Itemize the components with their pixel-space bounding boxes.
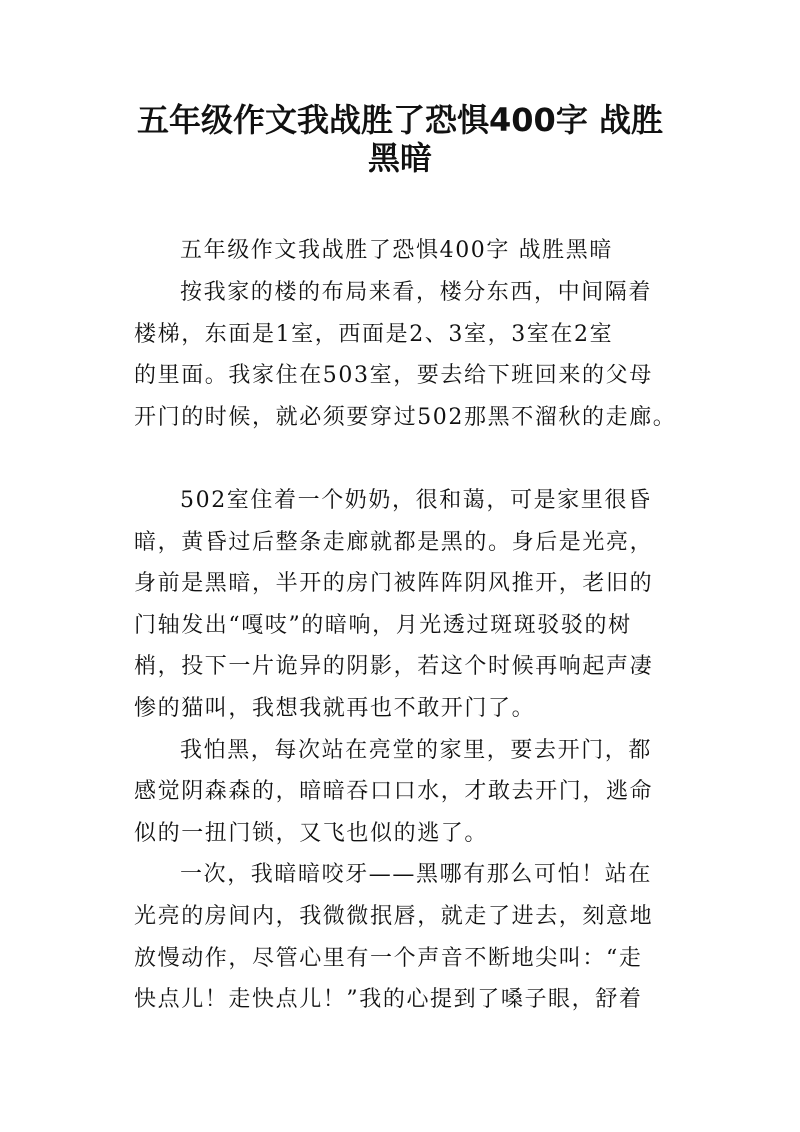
body-line: 门轴发出“嘎吱”的暗响，月光透过斑斑驳驳的树 <box>134 613 632 638</box>
document-title-line-2: 黑暗 <box>367 139 432 177</box>
body-line: 身前是黑暗，半开的房门被阵阵阴风推开，老旧的 <box>134 571 654 596</box>
body-line: 快点儿！走快点儿！”我的心提到了嗓子眼，舒着 <box>134 987 643 1012</box>
body-line: 502室住着一个奶奶，很和蔼，可是家里很昏 <box>180 488 652 513</box>
body-line: 惨的猫叫，我想我就再也不敢开门了。 <box>134 696 536 721</box>
body-line: 按我家的楼的布局来看，楼分东西，中间隔着 <box>180 280 653 305</box>
body-line: 我怕黑，每次站在亮堂的家里，要去开门，都 <box>180 738 653 763</box>
body-line: 光亮的房间内，我微微抿唇，就走了进去，刻意地 <box>134 904 654 929</box>
body-line: 的里面。我家住在503室，要去给下班回来的父母 <box>134 363 653 388</box>
body-line: 暗，黄昏过后整条走廊就都是黑的。身后是光亮， <box>134 530 654 555</box>
body-line: 似的一扭门锁，又飞也似的逃了。 <box>134 821 489 846</box>
body-line: 一次，我暗暗咬牙——黑哪有那么可怕！站在 <box>180 862 653 887</box>
body-line: 楼梯，东面是1室，西面是2、3室，3室在2室 <box>134 322 614 347</box>
body-line: 开门的时候，就必须要穿过502那黑不溜秋的走廊。 <box>134 405 677 430</box>
document-subtitle: 五年级作文我战胜了恐惧400字 战胜黑暗 <box>180 238 613 263</box>
body-line: 放慢动作，尽管心里有一个声音不断地尖叫：“走 <box>134 946 643 971</box>
body-line: 感觉阴森森的，暗暗吞口口水，才敢去开门，逃命 <box>134 779 654 804</box>
document-title-line-1: 五年级作文我战胜了恐惧400字 战胜 <box>137 101 663 139</box>
body-line: 梢，投下一片诡异的阴影，若这个时候再响起声凄 <box>134 654 654 679</box>
